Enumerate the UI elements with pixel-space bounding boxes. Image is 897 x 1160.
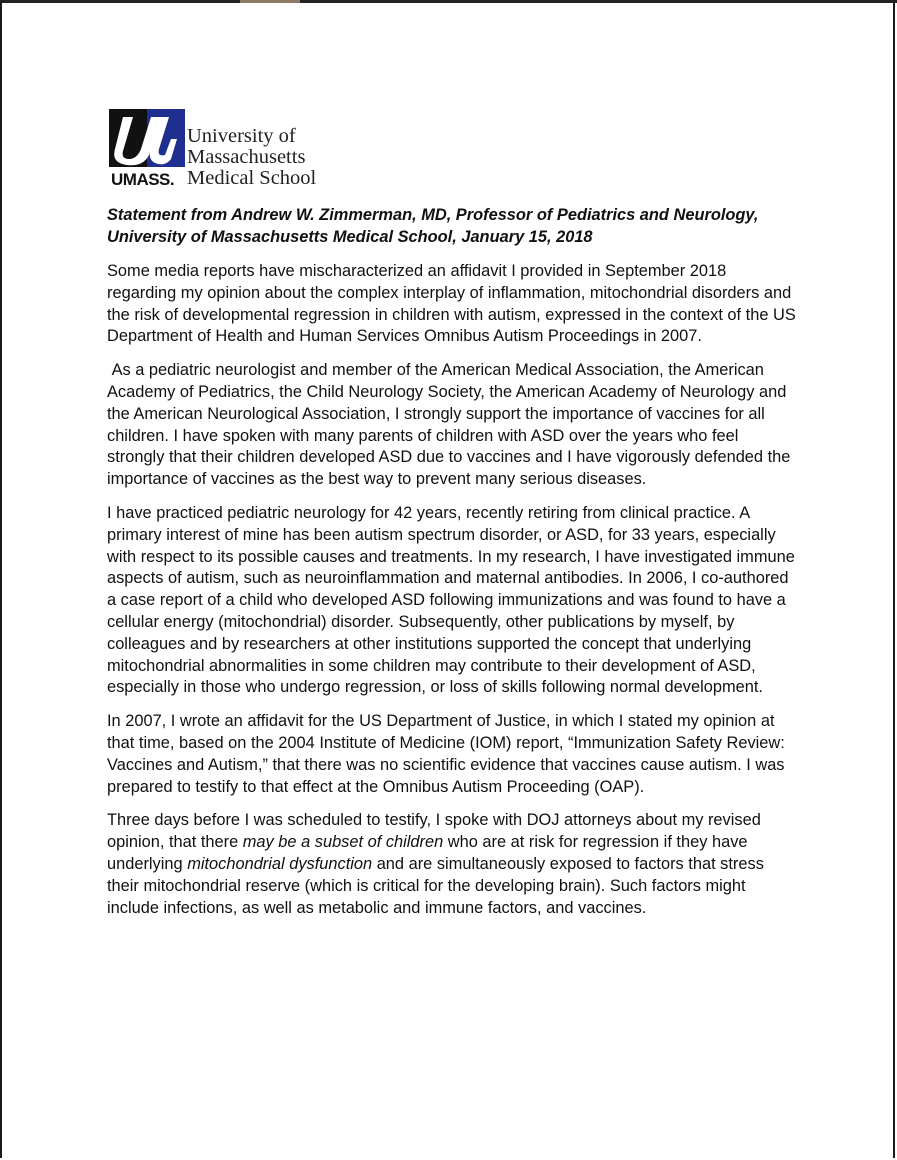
paragraph-1: Some media reports have mischaracterized an affidavit I provided in September 2018 regarding my opinion about the complex interplay of inflammation, mitochondrial disorders and the risk of developmental regression in children with autism, expressed in the context of the US Department of Health and Human Services Omnibus Autism Proceedings in 2007. [107,262,796,346]
institution-name [187,126,316,189]
institution-name-line2: Massachusetts [187,146,306,168]
paragraph-5-italic-b: mitochondrial dysfunction [187,854,373,873]
umass-logo [107,104,342,192]
paragraph-5-italic-a: may be a subset of children [242,833,444,852]
institution-name-line1: University of [187,125,296,147]
paragraph-4: In 2007, I wrote an affidavit for the US Department of Justice, in which I stated my opinion at that time, based on the 2004 Institute of Medicine (IOM) report, “Immunization Safety Review: Vaccines and Autism,” that there was no scientific evidence that vaccines cause autism. I was prepared to testify to that effect at the Omnibus Autism Proceeding (OAP). [107,712,785,796]
paragraph-5-text-c: and are simultaneously exposed to factors that stress their mitochondrial reserve (which is critical for the developing brain). Such factors might include infections, as well as metabolic and immune factors, and vaccines. [107,854,764,917]
paragraph-5-text-b: who are at risk for regression if they have underlying [107,833,748,873]
statement-heading: Statement from Andrew W. Zimmerman, MD, Professor of Pediatrics and Neurology, University of Massachusetts Medical School, January 15, 2018 [107,206,759,246]
umass-u-mark-icon [109,109,185,167]
institution-name-line3: Medical School [187,167,317,189]
document-page [107,104,797,931]
paragraph-2: As a pediatric neurologist and member of the American Medical Association, the American Academy of Pediatrics, the Child Neurology Society, the American Academy of Neurology and the American Neurological Association, I strongly support the importance of vaccines for all children. I have spoken with many parents of children with ASD over the years who feel strongly that their children developed ASD due to vaccines and I have vigorously defended the importance of vaccines as the best way to prevent many serious diseases. [107,361,795,489]
top-strip-fragment [240,0,300,3]
umass-wordmark: UMASS. [111,170,175,189]
top-strip [0,0,897,3]
paragraph-5 [107,810,797,919]
paragraph-5-text-a: Three days before I was scheduled to testify, I spoke with DOJ attorneys about my revised opinion, that there [107,811,761,852]
paragraph-3: I have practiced pediatric neurology for 42 years, recently retiring from clinical practice. A primary interest of mine has been autism spectrum disorder, or ASD, for 33 years, especially with respect to its possible causes and treatments. In my research, I have investigated immune aspects of autism, such as neuroinflammation and maternal antibodies. In 2006, I co-authored a case report of a child who developed ASD following immunizations and was found to have a cellular energy (mitochondrial) disorder. Subsequently, other publications by myself, by colleagues and by researchers at other institutions supported the concept that underlying mitochondrial abnormalities in some children may contribute to their development of ASD, especially in those who undergo regression, or loss of skills following normal development. [107,503,795,697]
